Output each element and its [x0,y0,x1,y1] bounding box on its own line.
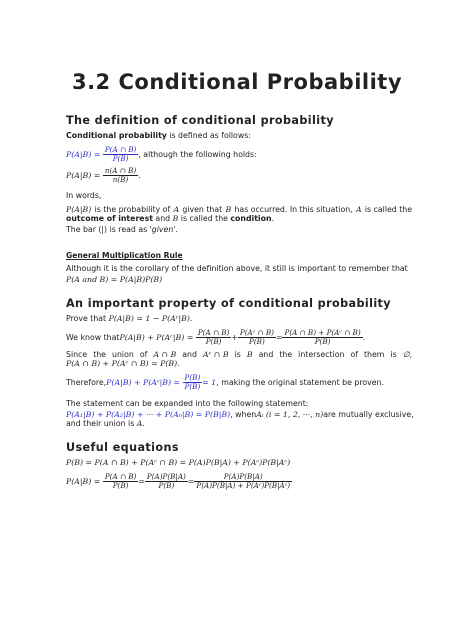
heading-useful-equations: Useful equations [66,441,179,455]
heading-property: An important property of conditional probability [66,297,391,311]
expansion-formula: P(A₁|B) + P(A₂|B) + ··· + P(Aₙ|B) = P(B|B) , when Aᵢ (i = 1, 2, ···, n) are mutually exclusive, [66,409,414,419]
fraction-therefore: $\frac{P(B)}{P(B)}$ [184,372,201,392]
fraction-know-3: $\frac{\text{P(A ∩ B) + P(Aᶜ ∩ B)}}{P(B)}$ [284,327,361,347]
explanation-line-3: The bar (|) is read as 'given'. [66,224,178,234]
bayes-equation: P(A|B) = $\frac{P(A \cap B)}{P(B)}$ = $\frac{P(A)P(B|A)}{P(B)}$ = $\frac{P(A)P(B|A)}{\text{P(A)P(B|A) + P(Aᶜ)P(B|Aᶜ)}}$ [66,471,291,491]
definition-intro: Conditional probability is defined as follows: [66,131,251,140]
in-words: In words, [66,190,102,200]
expansion-union: and their union is A. [66,418,145,428]
formula-counting: P(A|B) = $\frac{n(A \cap B)}{n(B)}$ . [66,166,141,185]
page-title: 3.2 Conditional Probability [71,70,403,94]
fraction-counting: $\frac{n(A \cap B)}{n(B)}$ [104,166,137,185]
total-probability-equation: P(B) = P(A ∩ B) + P(Aᶜ ∩ B) = P(A)P(B|A) + P(Aᶜ)P(B|Aᶜ) [66,458,291,468]
fraction-bayes-3: $\frac{P(A)P(B|A)}{\text{P(A)P(B|A) + P(Aᶜ)P(B|Aᶜ)}}$ [196,471,291,491]
fraction-definition: $\frac{P(A \cap B)}{P(B)}$ [104,144,137,163]
explanation-line-1: P(A|B) is the probability of A given that B has occurred. In this situation, A is called the [66,205,412,215]
term-conditional-probability: Conditional probability [66,131,167,140]
therefore-line: Therefore, P(A|B) + P(Aᶜ|B) = $\frac{P(B)}{P(B)}$ = 1 , making the original statement be proven. [66,372,384,392]
since-line-2: P(A ∩ B) + P(Aᶜ ∩ B) = P(B). [66,359,180,369]
fraction-know-2: $\frac{\text{P(Aᶜ ∩ B)}}{P(B)}$ [239,327,274,347]
we-know-line: We know that P(A|B) + P(Aᶜ|B) = $\frac{P(A \cap B)}{P(B)}$ + $\frac{\text{P(Aᶜ ∩ B)}}{P(B)}$ = $\frac{\text{P(A ∩ B) + P(Aᶜ ∩ B)}}{P(B)}$ . [66,327,366,347]
formula-definition: P(A|B) = $\frac{P(A \cap B)}{P(B)}$ , although the following holds: [66,144,257,163]
fraction-bayes-2: $\frac{P(A)P(B|A)}{P(B)}$ [146,471,186,491]
heading-definition: The definition of conditional probability [66,114,334,127]
fraction-bayes-1: $\frac{P(A \cap B)}{P(B)}$ [104,471,137,491]
document-body [66,114,412,490]
since-line: Since the union of A ∩ B and Aᶜ ∩ B is B and the intersection of them is ∅, [66,350,412,360]
fraction-know-1: $\frac{P(A \cap B)}{P(B)}$ [197,327,230,347]
multiplication-text: Although it is the corollary of the definition above, it still is important to remember that [66,264,408,274]
prove-line: Prove that P(A|B) = 1 − P(Aᶜ|B). [66,314,193,324]
expansion-intro: The statement can be expanded into the following statement: [66,399,309,409]
multiplication-formula: P(A and B) = P(A|B)P(B) [66,274,163,284]
explanation-line-2: outcome of interest and B is called the condition. [66,214,274,224]
heading-multiplication-rule: General Multiplication Rule [66,251,183,261]
